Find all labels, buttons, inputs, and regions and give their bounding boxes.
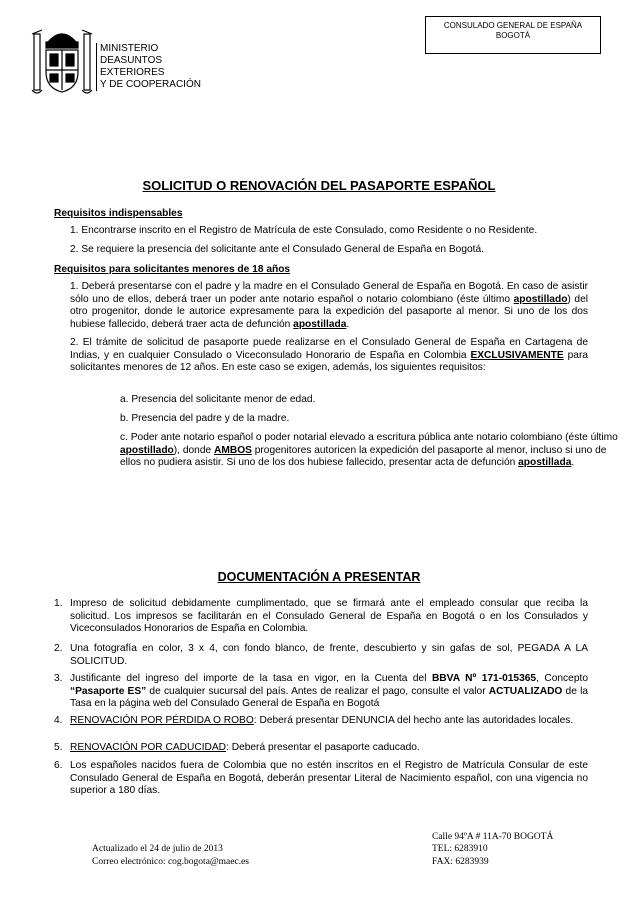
footer-fax: FAX: 6283939 xyxy=(432,857,489,867)
footer-updated: Actualizado el 24 de julio de 2013 xyxy=(92,844,223,854)
section-heading-documentacion: DOCUMENTACIÓN A PRESENTAR xyxy=(217,570,421,584)
item-number: 2. xyxy=(54,643,63,654)
item-number: 5. xyxy=(54,742,63,753)
doc-item-4: RENOVACIÓN POR PÉRDIDA O ROBO: Deberá presentar DENUNCIA del hecho ante las autoridades locales. xyxy=(70,715,574,726)
item-number: 3. xyxy=(54,673,63,684)
ministerio-label: MINISTERIO DEASUNTOS EXTERIORES Y DE COOPERACIÓN xyxy=(96,43,201,91)
doc-item-1: Impreso de solicitud debidamente cumplimentado, que se firmará ante el empleado consular que reciba la solicitud. Los impresos se facilitarán en el Consulado General de España en Bogotá o en los Consulados y Viceconsulados Honorarios de España en Colombia. xyxy=(70,598,588,635)
doc-item-5: RENOVACIÓN POR CADUCIDAD: Deberá presentar el pasaporte caducado. xyxy=(70,742,420,753)
paragraph-menores-2: 2. El trámite de solicitud de pasaporte puede realizarse en el Consulado General de España en Cartagena de Indias, y en cualquier Consulado o Viceconsulado Honorario de España en Colombia EXCLUSIVAMENTE para solicitantes menores de 12 años. En este caso se exigen, además, los siguientes requisitos: xyxy=(70,337,588,374)
section-heading-requisitos: Requisitos indispensables xyxy=(54,208,183,219)
footer-tel: TEL: 6283910 xyxy=(432,844,488,854)
list-item: 1. Encontrarse inscrito en el Registro de Matrícula de este Consulado, como Residente o no Residente. xyxy=(70,225,538,236)
footer-address: Calle 94ºA # 11A-70 BOGOTÁ xyxy=(432,832,554,842)
paragraph-menores-1: 1. Deberá presentarse con el padre y la madre en el Consulado General de España en Bogotá. En caso de asistir sólo uno de ellos, deberá traer un poder ante notario español o notario colombiano (éste último apostillado) del otro progenitor, donde le autorice expresamente para la expedición del pasaporte al menor. Si uno de los dos hubiese fallecido, deberá traer acta de defunción apostillada. xyxy=(70,281,588,330)
sub-item-c: c. Poder ante notario español o poder notarial elevado a escritura pública ante notario colombiano (éste último apostillado), donde AMBOS progenitores autoricen la expedición del pasaporte al menor, incluso si uno de ellos no pudiera asistir. Si uno de los dos hubiese fallecido, presentar acta de defunción apostillada. xyxy=(120,432,618,469)
list-item: 2. Se requiere la presencia del solicitante ante el Consulado General de España en Bogotá. xyxy=(70,244,485,255)
consulado-name: CONSULADO GENERAL DE ESPAÑA xyxy=(443,21,583,30)
consulado-header-box xyxy=(425,16,601,54)
coat-of-arms-icon xyxy=(30,20,94,100)
document-title: SOLICITUD O RENOVACIÓN DEL PASAPORTE ESPAÑOL xyxy=(142,178,496,193)
sub-item-a: a. Presencia del solicitante menor de edad. xyxy=(120,394,316,405)
item-number: 4. xyxy=(54,715,63,726)
consulado-city: BOGOTÁ xyxy=(495,31,531,40)
doc-item-3: Justificante del ingreso del importe de la tasa en vigor, en la Cuenta del BBVA Nº 171-015365, Concepto “Pasaporte ES” de cualquier sucursal del país. Antes de realizar el pago, consulte el valor ACTUALIZADO de la Tasa en la página web del Consulado General de España en Bogotá xyxy=(70,673,588,710)
footer-email: Correo electrónico: cog.bogota@maec.es xyxy=(92,857,249,867)
item-number: 1. xyxy=(54,598,63,609)
item-number: 6. xyxy=(54,760,63,771)
doc-item-2: Una fotografía en color, 3 x 4, con fondo blanco, de frente, descubierto y sin gafas de sol, PEGADA A LA SOLICITUD. xyxy=(70,643,588,667)
doc-item-6: Los españoles nacidos fuera de Colombia que no estén inscritos en el Registro de Matrícula Consular de este Consulado General de España en Bogotá, deberán presentar Literal de Nacimiento español, con una vigencia no superior a 180 días. xyxy=(70,760,588,797)
sub-item-b: b. Presencia del padre y de la madre. xyxy=(120,413,290,424)
section-heading-menores: Requisitos para solicitantes menores de 18 años xyxy=(54,264,291,275)
